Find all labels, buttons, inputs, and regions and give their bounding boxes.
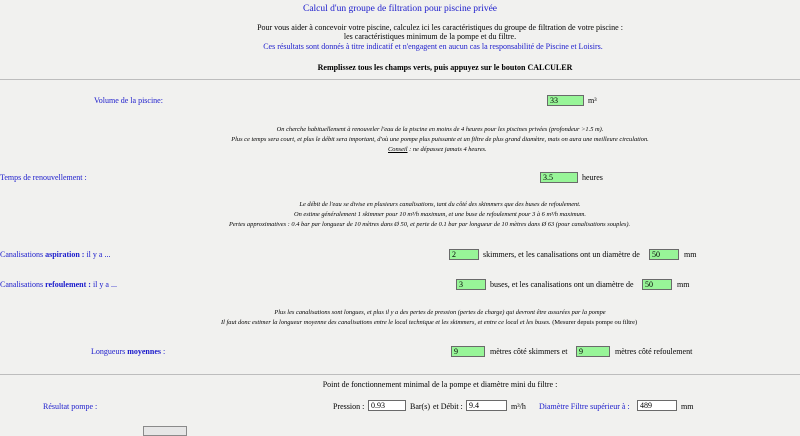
- flow-unit: m³/h: [511, 402, 526, 411]
- refoulement-unit: mm: [677, 280, 690, 289]
- length-note-2: [221, 319, 637, 326]
- pressure-label: Pression :: [333, 402, 365, 411]
- skimmer-count-input[interactable]: [449, 249, 479, 260]
- renewal-note-2: Plus ce temps sera court, et plus le débit sera important, d'où une pompe plus puissante et un filtre de plus grand diamètre, mais on aura une meilleure circulation.: [231, 136, 649, 143]
- intro-line-2: les caractéristiques minimum de la pompe et du filtre.: [343, 32, 517, 41]
- length-note-2-suffix: (Mesurer depuis pompe ou filtre): [550, 319, 638, 326]
- disclaimer-text: Ces résultats sont donnés à titre indicatif et n'engagent en aucun cas la responsabilité de Piscine et Loisirs.: [263, 42, 603, 51]
- instruction-text: Remplissez tous les champs verts, puis appuyez sur le bouton CALCULER: [317, 63, 573, 72]
- aspiration-label-prefix: Canalisations: [0, 250, 46, 259]
- lengths-label-prefix: Longueurs: [91, 347, 128, 356]
- pressure-unit: Bar(s): [410, 402, 430, 411]
- refoulement-diameter-input[interactable]: [642, 279, 672, 290]
- result-heading: Point de fonctionnement minimal de la pompe et diamètre mini du filtre :: [322, 380, 558, 389]
- refoulement-label-bold: refoulement :: [45, 280, 91, 289]
- volume-label: Volume de la piscine:: [94, 96, 163, 105]
- aspiration-label-bold: aspiration :: [45, 250, 85, 259]
- nozzle-count-input[interactable]: [456, 279, 486, 290]
- intro-line-1: Pour vous aider à concevoir votre piscine, calculez ici les caractéristiques du groupe de filtration de votre piscine :: [257, 23, 623, 32]
- aspiration-middle-text: skimmers, et les canalisations ont un diamètre de: [483, 250, 640, 259]
- skimmer-length-input[interactable]: [451, 346, 485, 357]
- refoulement-label: [0, 280, 117, 289]
- filter-unit: mm: [681, 402, 694, 411]
- lengths-label-suffix: :: [161, 347, 166, 356]
- page-title: Calcul d'un groupe de filtration pour piscine privée: [302, 4, 498, 14]
- advice-text: : ne dépassez jamais 4 heures.: [407, 146, 487, 153]
- divider-top: [0, 79, 800, 80]
- refoulement-label-suffix: il y a ...: [90, 280, 117, 289]
- renewal-note-1: On cherche habituellement à renouveler l'eau de la piscine en moins de 4 heures pour les piscines privées (profondeur >1.5 m).: [276, 126, 604, 133]
- result-label: Résultat pompe :: [43, 402, 98, 411]
- refoulement-middle-text: buses, et les canalisations ont un diamètre de: [490, 280, 634, 289]
- volume-unit: m³: [588, 96, 597, 105]
- length-note-1: Plus les canalisations sont longues, et plus il y a des pertes de pression (pertes de charge) qui devront être assurées par la pompe: [274, 309, 606, 316]
- refoulement-length-text: mètres côté refoulement: [615, 347, 693, 356]
- refoulement-length-input[interactable]: [576, 346, 610, 357]
- aspiration-diameter-input[interactable]: [649, 249, 679, 260]
- renewal-unit: heures: [582, 173, 603, 182]
- volume-input[interactable]: [547, 95, 584, 106]
- pipe-note-1: Le débit de l'eau se divise en plusieurs canalisations, tant du côté des skimmers que des buses de refoulement.: [299, 201, 581, 208]
- pipe-note-3: Pertes approximatives : 0.4 bar par longueur de 10 mètres dans Ø 50, et perte de 0.1 bar par longueur de 10 mètres dans Ø 63 (pour canalisations souples).: [229, 221, 631, 228]
- flow-output: [466, 400, 507, 411]
- pipe-note-2: On estime généralement 1 skimmer pour 10 m³/h maximum, et une buse de refoulement pour 3 à 6 m³/h maximum.: [293, 211, 586, 218]
- calculate-button[interactable]: [143, 426, 187, 436]
- aspiration-label-suffix: il y a ...: [84, 250, 111, 259]
- pressure-output: [368, 400, 406, 411]
- renewal-label: Temps de renouvellement :: [0, 173, 87, 182]
- renewal-advice: [388, 146, 487, 153]
- flow-label: et Débit :: [433, 402, 463, 411]
- filter-output: [637, 400, 677, 411]
- refoulement-label-prefix: Canalisations: [0, 280, 46, 289]
- lengths-label: [91, 347, 165, 356]
- divider-result: [0, 374, 800, 375]
- advice-label: Conseil: [388, 146, 408, 153]
- length-note-2-main: Il faut donc estimer la longueur moyenne des canalisations entre le local technique et les skimmers, et entre ce local et les buses.: [221, 319, 551, 326]
- renewal-input[interactable]: [540, 172, 578, 183]
- skimmer-length-text: mètres côté skimmers et: [490, 347, 568, 356]
- lengths-label-bold: moyennes: [127, 347, 161, 356]
- aspiration-label: [0, 250, 110, 259]
- filter-label: Diamètre Filtre supérieur à :: [539, 402, 630, 411]
- aspiration-unit: mm: [684, 250, 697, 259]
